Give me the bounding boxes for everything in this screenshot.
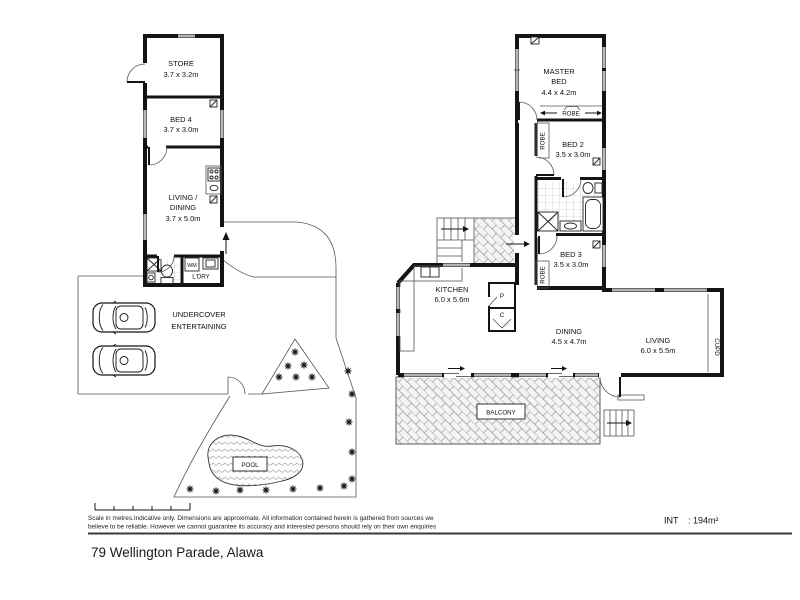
undercover-label-2: ENTERTAINING <box>171 322 227 331</box>
pantry-label: P <box>499 293 505 300</box>
bed2-label: BED 2 <box>562 140 584 149</box>
internal-area-label: INT <box>664 515 679 526</box>
dining-dims: 4.5 x 4.7m <box>551 337 587 346</box>
robe-bed2-label: ROBE <box>539 132 547 150</box>
laundry-fixtures <box>185 258 218 271</box>
master-bed-label-2: BED <box>551 77 567 86</box>
dining-label: DINING <box>555 327 583 336</box>
property-address: 79 Wellington Parade, Alawa <box>91 545 264 560</box>
right-building <box>395 36 722 444</box>
toilet-tank <box>595 183 602 193</box>
robe-master-label: ROBE <box>562 110 580 118</box>
master-bed-dims: 4.4 x 4.2m <box>541 88 577 97</box>
cupboard-label: C <box>499 312 505 319</box>
car-1 <box>93 301 155 334</box>
meter-boxes-left <box>210 100 217 203</box>
stove <box>208 168 220 181</box>
kitchenette <box>206 166 221 194</box>
entry-landing-pavers <box>474 218 517 264</box>
footer <box>88 503 792 560</box>
kitchen-label: KITCHEN <box>435 285 469 294</box>
living-label: LIVING <box>645 336 671 345</box>
bed4-label: BED 4 <box>170 115 192 124</box>
internal-stairs <box>437 218 474 264</box>
toilet-2 <box>583 183 593 194</box>
living-dining-dims: 3.7 x 5.0m <box>165 214 201 223</box>
disclaimer-line-1: Scale in metres.Indicative only. Dimensions are approximate. All information contained herein is gathered from sources we <box>88 515 434 522</box>
kitchen-dims: 6.0 x 5.6m <box>434 295 470 304</box>
car-2 <box>93 344 155 377</box>
washing-machine-label: WM <box>187 262 197 269</box>
laundry-label: L'DRY <box>192 273 210 281</box>
kitchen-bench <box>400 266 462 351</box>
living-dining-label-2: DINING <box>169 203 197 212</box>
store-label: STORE <box>168 59 194 68</box>
rear-landing <box>618 395 644 400</box>
yard-gate-arc <box>228 377 245 394</box>
bed4-dims: 3.7 x 3.0m <box>163 125 199 134</box>
vanity <box>560 221 581 231</box>
store-dims: 3.7 x 3.2m <box>163 70 199 79</box>
garden-bed-triangle <box>262 339 329 394</box>
internal-area-value: : 194m² <box>688 515 719 526</box>
balcony-label: BALCONY <box>486 409 516 417</box>
left-building <box>127 33 230 285</box>
scale-bar <box>95 503 190 510</box>
sliding-door-1 <box>444 366 471 378</box>
bed2-dims: 3.5 x 3.0m <box>555 150 591 159</box>
bed3-dims: 3.5 x 3.0m <box>553 260 589 269</box>
living-dining-label-1: LIVING / <box>168 193 198 202</box>
undercover-label-1: UNDERCOVER <box>172 310 226 319</box>
living-wing-walls <box>398 265 722 375</box>
robe-bed3-label: ROBE <box>539 266 547 284</box>
disclaimer-line-2: believe to be reliable. However we cannot guarantee its accuracy and interested persons should rely on their own enquiries <box>88 523 437 531</box>
bed3-label: BED 3 <box>560 250 582 259</box>
sliding-door-2 <box>548 366 573 378</box>
master-bed-label-1: MASTER <box>543 67 575 76</box>
cupd-label: CUPD <box>713 338 720 356</box>
basin <box>147 273 155 282</box>
bathtub <box>583 197 603 231</box>
pool-label: POOL <box>241 462 259 469</box>
left-building-doors <box>127 63 230 272</box>
living-dims: 6.0 x 5.5m <box>640 346 676 355</box>
